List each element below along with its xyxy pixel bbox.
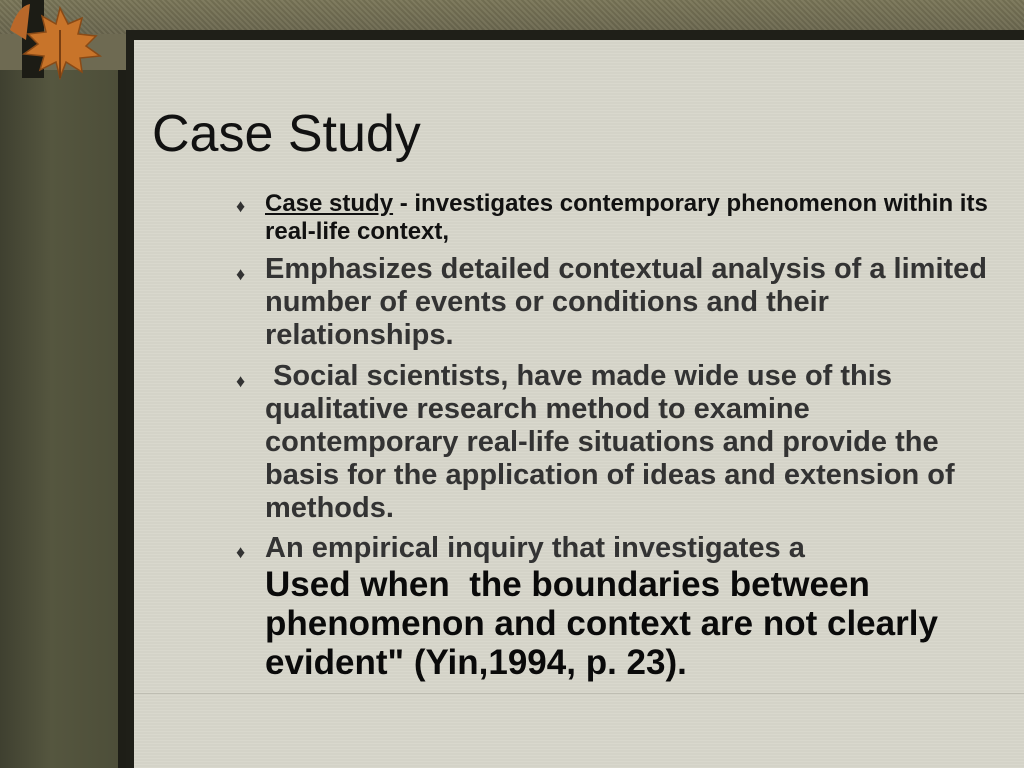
bullet-lead-text: An empirical inquiry that investigates a	[265, 532, 805, 564]
background-left-strip	[0, 70, 128, 768]
bullet-definition: - investigates contemporary phenomenon within its real-life context,	[265, 190, 988, 245]
bullet-text	[265, 531, 995, 682]
background-top-band	[0, 0, 1024, 34]
bullet-text	[265, 190, 995, 246]
footer-divider	[134, 693, 1024, 694]
maple-leaf-icon	[0, 0, 130, 80]
slide-title: Case Study	[152, 105, 421, 163]
bullet-text: Emphasizes detailed contextual analysis of a limited number of events or conditions and their relationships.	[265, 253, 988, 351]
bullet-diamond-icon: ♦	[236, 264, 246, 284]
bullet-diamond-icon: ♦	[236, 542, 246, 562]
bullet-text: Social scientists, have made wide use of this qualitative research method to examine contemporary real-life situations and provide the basis for the application of ideas and extension of methods.	[265, 360, 963, 524]
bullet-diamond-icon: ♦	[236, 371, 246, 391]
bullet-term: Case study	[265, 190, 394, 217]
bullet-diamond-icon: ♦	[236, 196, 246, 216]
bullet-quote-text: Used when the boundaries between phenomenon and context are not clearly evident" (Yin,1994, p. 23).	[265, 565, 948, 682]
